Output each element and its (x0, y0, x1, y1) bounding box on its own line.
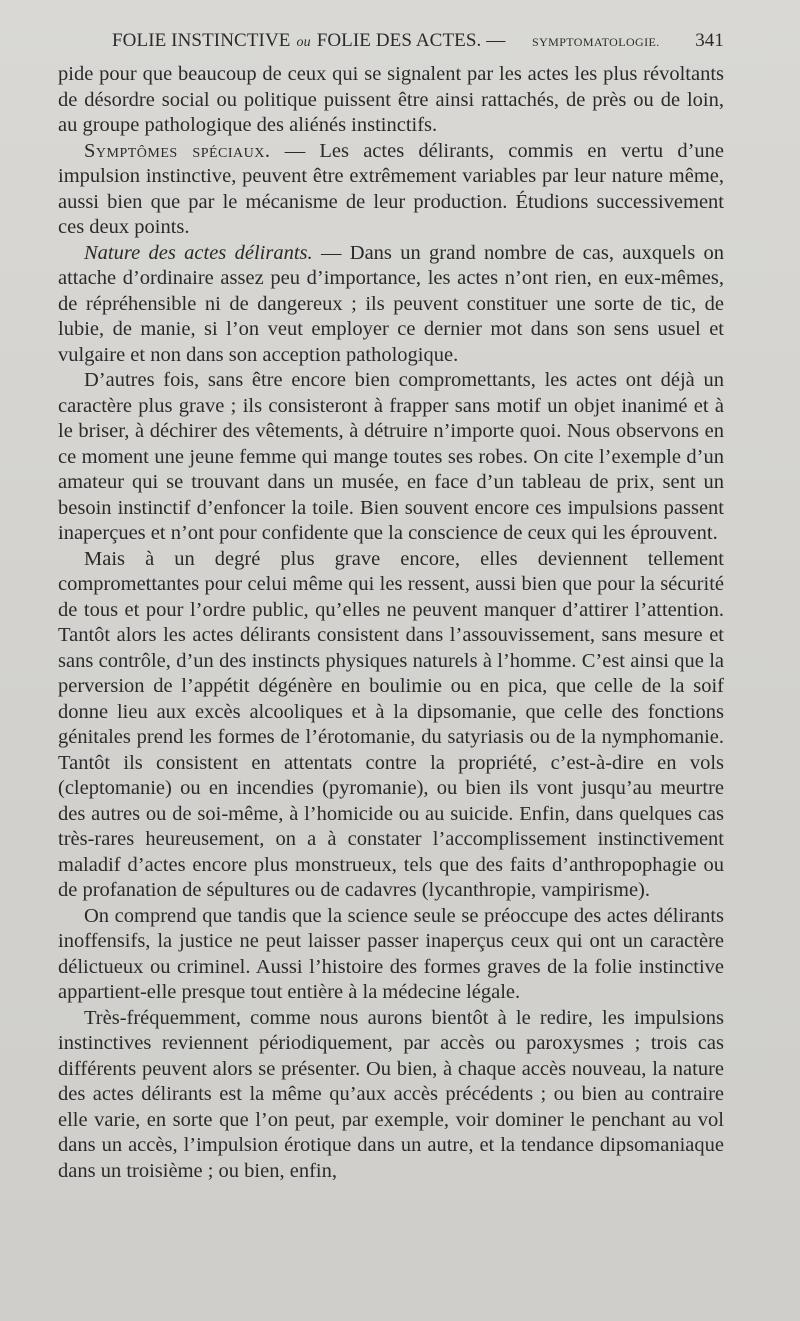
title-part-2: FOLIE DES ACTES. — (316, 30, 506, 51)
paragraph-2-lead: Symptômes spéciaux. (84, 139, 271, 162)
paragraph-6-text: On comprend que tandis que la science seule se préoccupe des actes délirants inoffensifs, la justice ne peut laisser passer inaperçus ceux qui ont un caractère délictueux ou criminel. Aussi l’histoire des formes graves de la folie instinctive appartient-elle presque tout entière à la médecine légale. (58, 904, 724, 1003)
paragraph-2 (58, 139, 724, 241)
paragraph-4-text: D’autres fois, sans être encore bien compromettants, les actes ont déjà un caractère plus grave ; ils consisteront à frapper sans motif un objet inanimé et à le briser, à déchirer des vêtements, à détruire n’importe quoi. Nous observons en ce moment une jeune femme qui mange toutes ses robes. On cite l’exemple d’un amateur qui se trouvant dans un musée, en face d’un tableau de prix, sent un besoin instinctif d’enfoncer la toile. Bien souvent encore ces impulsions passent inaperçues et n’ont pour confidente que la conscience de ceux qui les éprouvent. (58, 369, 724, 544)
page-body (58, 62, 724, 1184)
paragraph-1-text: pide pour que beaucoup de ceux qui se signalent par les actes les plus révoltants de désordre social ou politique puissent être ainsi rattachés, de près ou de loin, au groupe pathologique des aliénés instinctifs. (58, 63, 724, 136)
running-header (112, 30, 724, 62)
paragraph-7-text: Très-fréquemment, comme nous aurons bientôt à le redire, les impulsions instinctives reviennent périodiquement, par accès ou paroxysmes ; trois cas différents peuvent alors se présenter. Ou bien, à chaque accès nouveau, la nature des actes délirants est la même qu’aux accès précédents ; ou bien au contraire elle varie, en sorte que l’on peut, par exemple, voir dominer le penchant au vol dans un accès, l’impulsion érotique dans un autre, et la tendance dipsomaniaque dans un troisième ; ou bien, enfin, (58, 1006, 724, 1182)
paragraph-5 (58, 547, 724, 904)
paragraph-3-text: — Dans un grand nombre de cas, auxquels on attache d’ordinaire assez peu d’importance, les actes n’ont rien, en eux-mêmes, de répréhensible ni de dangereux ; ils peuvent constituer une sorte de tic, de lubie, de manie, si l’on veut employer ce dernier mot dans son sens usuel et vulgaire et non dans son acception pathologique. (58, 241, 724, 366)
section-heading: SYMPTOMATOLOGIE. (532, 35, 660, 49)
paragraph-2-text: — Les actes délirants, commis en vertu d’une impulsion instinctive, peuvent être extrêmement variables par leur nature même, aussi bien que par le mécanisme de leur production. Étudions successivement ces deux points. (58, 139, 724, 238)
running-title (112, 30, 505, 52)
paragraph-4 (58, 368, 724, 547)
paragraph-3 (58, 241, 724, 369)
title-connector: ou (296, 35, 311, 50)
title-part-1: FOLIE INSTINCTIVE (112, 30, 291, 51)
page-number: 341 (695, 30, 724, 51)
paragraph-5-text: Mais à un degré plus grave encore, elles deviennent tellement compromettantes pour celui même qui les ressent, aussi bien que pour la sécurité de tous et pour l’ordre public, qu’elles ne peuvent manquer d’attirer l’attention. Tantôt alors les actes délirants consistent dans l’assouvissement, sans mesure et sans contrôle, d’un des instincts physiques naturels à l’homme. C’est ainsi que la perversion de l’appétit dégénère en boulimie ou en pica, que celle de la soif donne lieu aux excès alcooliques et à la dipsomanie, que celle des fonctions génitales prend les formes de l’érotomanie, du satyriasis ou de la nymphomanie. Tantôt ils consistent en attentats contre la propriété, c’est-à-dire en vols (cleptomanie) ou en incendies (pyromanie), ou bien ils vont jusqu’au meurtre des autres ou de soi-même, à l’homicide ou au suicide. Enfin, dans quelques cas très-rares heureusement, on a à constater l’accomplissement instinctivement maladif d’actes encore plus monstrueux, tels que des faits d’anthropophagie ou de profanation de sépultures ou de cadavres (lycanthropie, vampirisme). (58, 547, 724, 901)
paragraph-7 (58, 1006, 724, 1185)
paragraph-1 (58, 62, 724, 139)
paragraph-6 (58, 904, 724, 1006)
paragraph-3-lead: Nature des actes délirants. (84, 241, 313, 264)
